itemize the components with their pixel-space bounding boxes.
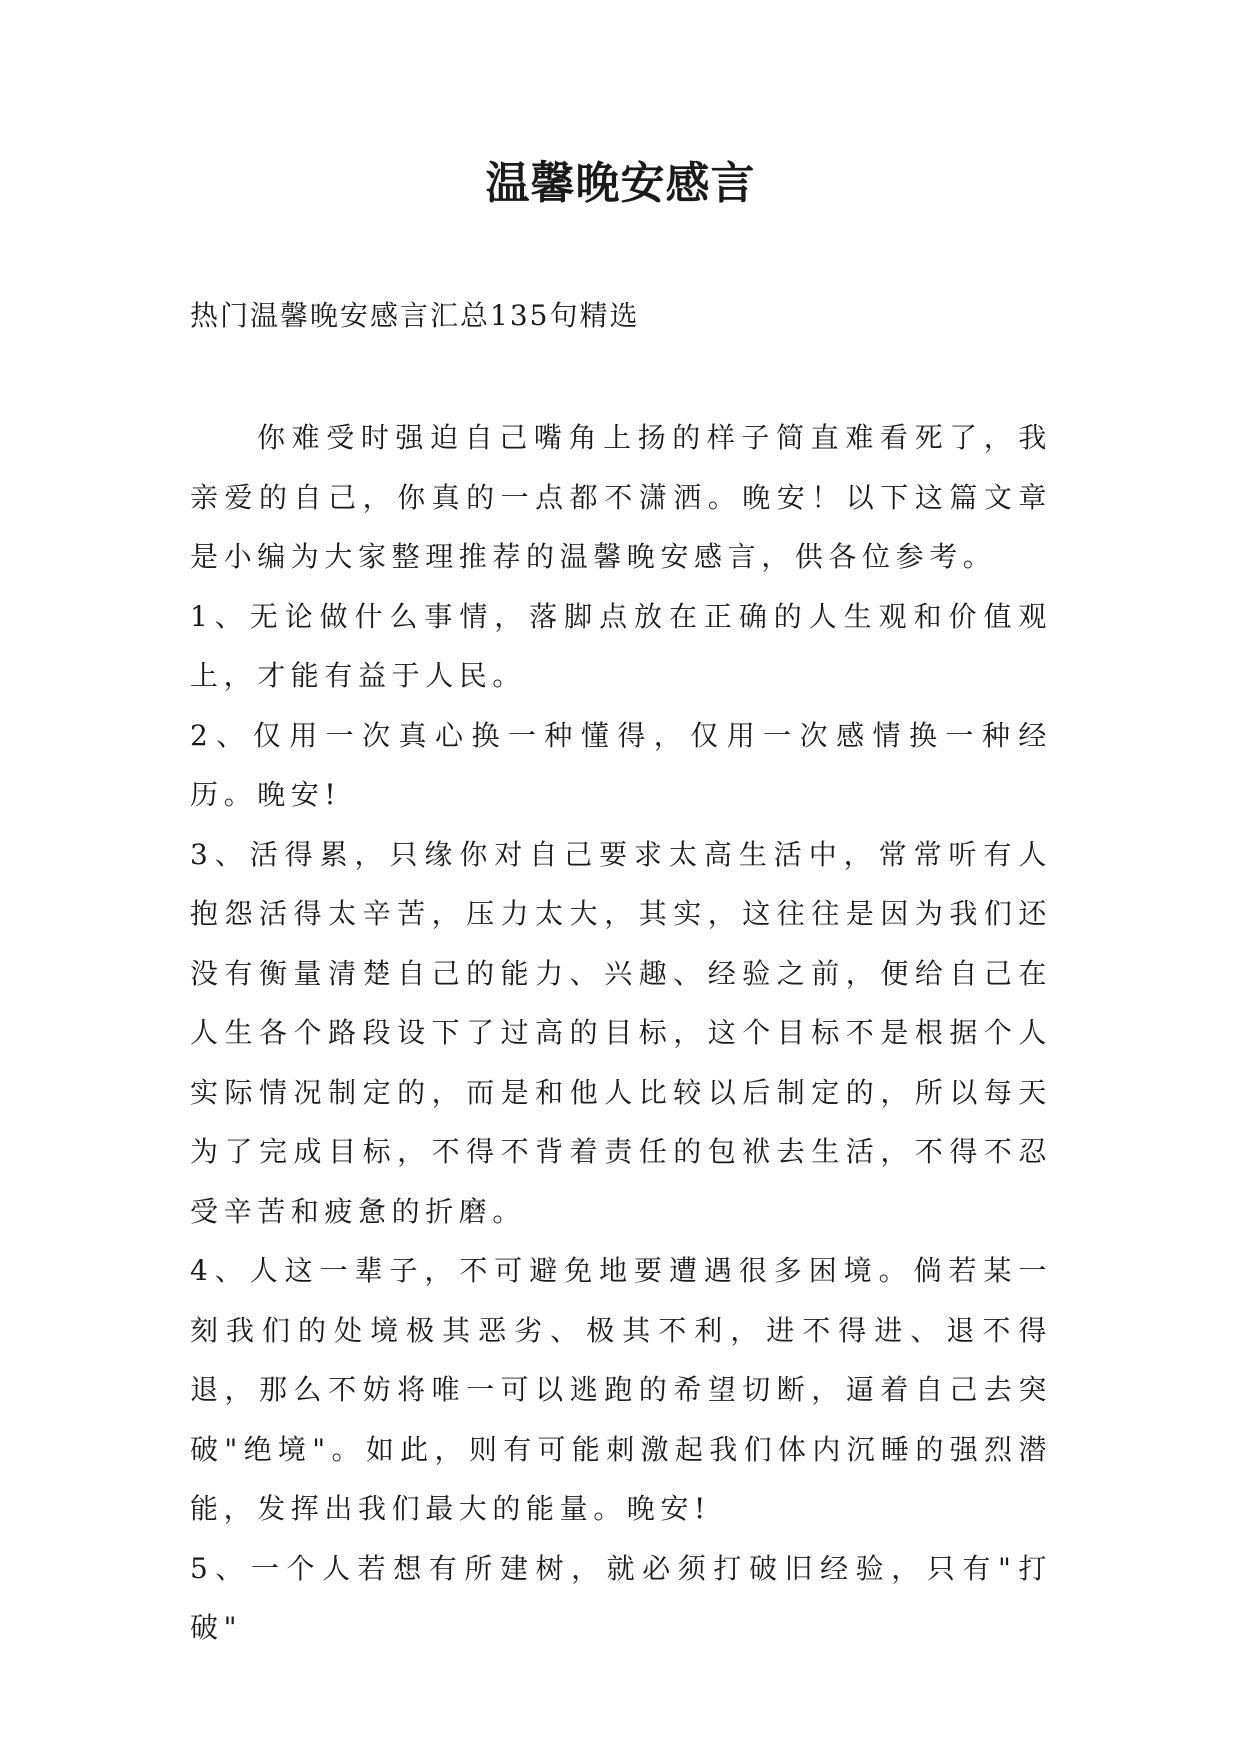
document-subtitle: 热门温馨晚安感言汇总135句精选	[190, 299, 640, 332]
list-item: 3、活得累，只缘你对自己要求太高生活中，常常听有人抱怨活得太辛苦，压力太大，其实，这往往是因为我们还没有衡量清楚自己的能力、兴趣、经验之前，便给自己在人生各个路段设下了过高的目标，这个目标不是根据个人实际情况制定的，而是和他人比较以后制定的，所以每天为了完成目标，不得不背着责任的包袱去生活，不得不忍受辛苦和疲惫的折磨。	[190, 837, 1052, 1228]
document-body	[190, 408, 1052, 1658]
list-item: 5、一个人若想有所建树，就必须打破旧经验，只有"打破"	[190, 1551, 1052, 1644]
list-item: 2、仅用一次真心换一种懂得，仅用一次感情换一种经历。晚安!	[190, 718, 1052, 811]
document-title: 温馨晚安感言	[485, 158, 756, 209]
list-item: 1、无论做什么事情，落脚点放在正确的人生观和价值观上，才能有益于人民。	[190, 599, 1052, 692]
list-item: 4、人这一辈子，不可避免地要遭遇很多困境。倘若某一刻我们的处境极其恶劣、极其不利，进不得进、退不得退，那么不妨将唯一可以逃跑的希望切断，逼着自己去突破"绝境"。如此，则有可能刺激起我们体内沉睡的强烈潜能，发挥出我们最大的能量。晚安!	[190, 1254, 1052, 1525]
intro-paragraph: 你难受时强迫自己嘴角上扬的样子简直难看死了，我亲爱的自己，你真的一点都不潇洒。晚安！以下这篇文章是小编为大家整理推荐的温馨晚安感言，供各位参考。	[190, 421, 1052, 573]
